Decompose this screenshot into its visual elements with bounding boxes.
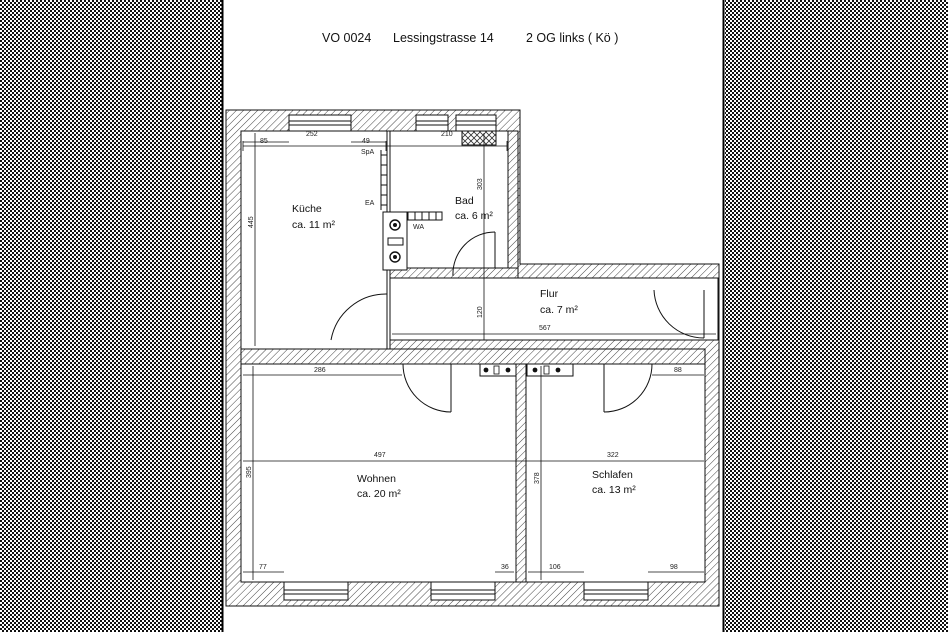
wall-outlets [480, 364, 573, 376]
label-wa: WA [413, 224, 425, 231]
dim-252: 252 [306, 131, 318, 138]
room-wohnen-area: ca. 20 m² [357, 488, 401, 500]
label-spa: SpA [361, 149, 375, 156]
dim-395: 395 [246, 466, 253, 478]
dim-49: 49 [362, 138, 370, 145]
dim-120: 120 [477, 306, 484, 318]
right-margin-pattern [725, 0, 948, 632]
dim-286: 286 [314, 367, 326, 374]
room-flur-area: ca. 7 m² [540, 304, 578, 316]
dim-445: 445 [248, 216, 255, 228]
dim-567: 567 [539, 325, 551, 332]
dim-77: 77 [259, 564, 267, 571]
room-bad-area: ca. 6 m² [455, 210, 493, 222]
room-bad-name: Bad [455, 195, 474, 207]
dim-106: 106 [549, 564, 561, 571]
floor-info: 2 OG links ( Kö ) [526, 31, 619, 45]
dim-210: 210 [441, 131, 453, 138]
object-id: VO 0024 [322, 31, 372, 45]
dim-322: 322 [607, 452, 619, 459]
stove [383, 212, 407, 270]
room-schlafen-name: Schlafen [592, 469, 633, 481]
street-address: Lessingstrasse 14 [393, 31, 494, 45]
dim-378: 378 [534, 472, 541, 484]
sink-washbasin [408, 212, 442, 220]
dim-88: 88 [674, 367, 682, 374]
dim-98: 98 [670, 564, 678, 571]
left-margin-pattern [0, 0, 222, 632]
room-schlafen-area: ca. 13 m² [592, 484, 636, 496]
dim-36: 36 [501, 564, 509, 571]
shaft-crosshatch [462, 131, 496, 145]
room-kueche-area: ca. 11 m² [292, 219, 335, 231]
room-flur-name: Flur [540, 288, 559, 300]
dim-85: 85 [260, 138, 268, 145]
dim-497: 497 [374, 452, 386, 459]
room-kueche-name: Küche [292, 203, 322, 215]
label-ea: EA [365, 200, 375, 207]
dim-303: 303 [477, 178, 484, 190]
room-wohnen-name: Wohnen [357, 473, 396, 485]
